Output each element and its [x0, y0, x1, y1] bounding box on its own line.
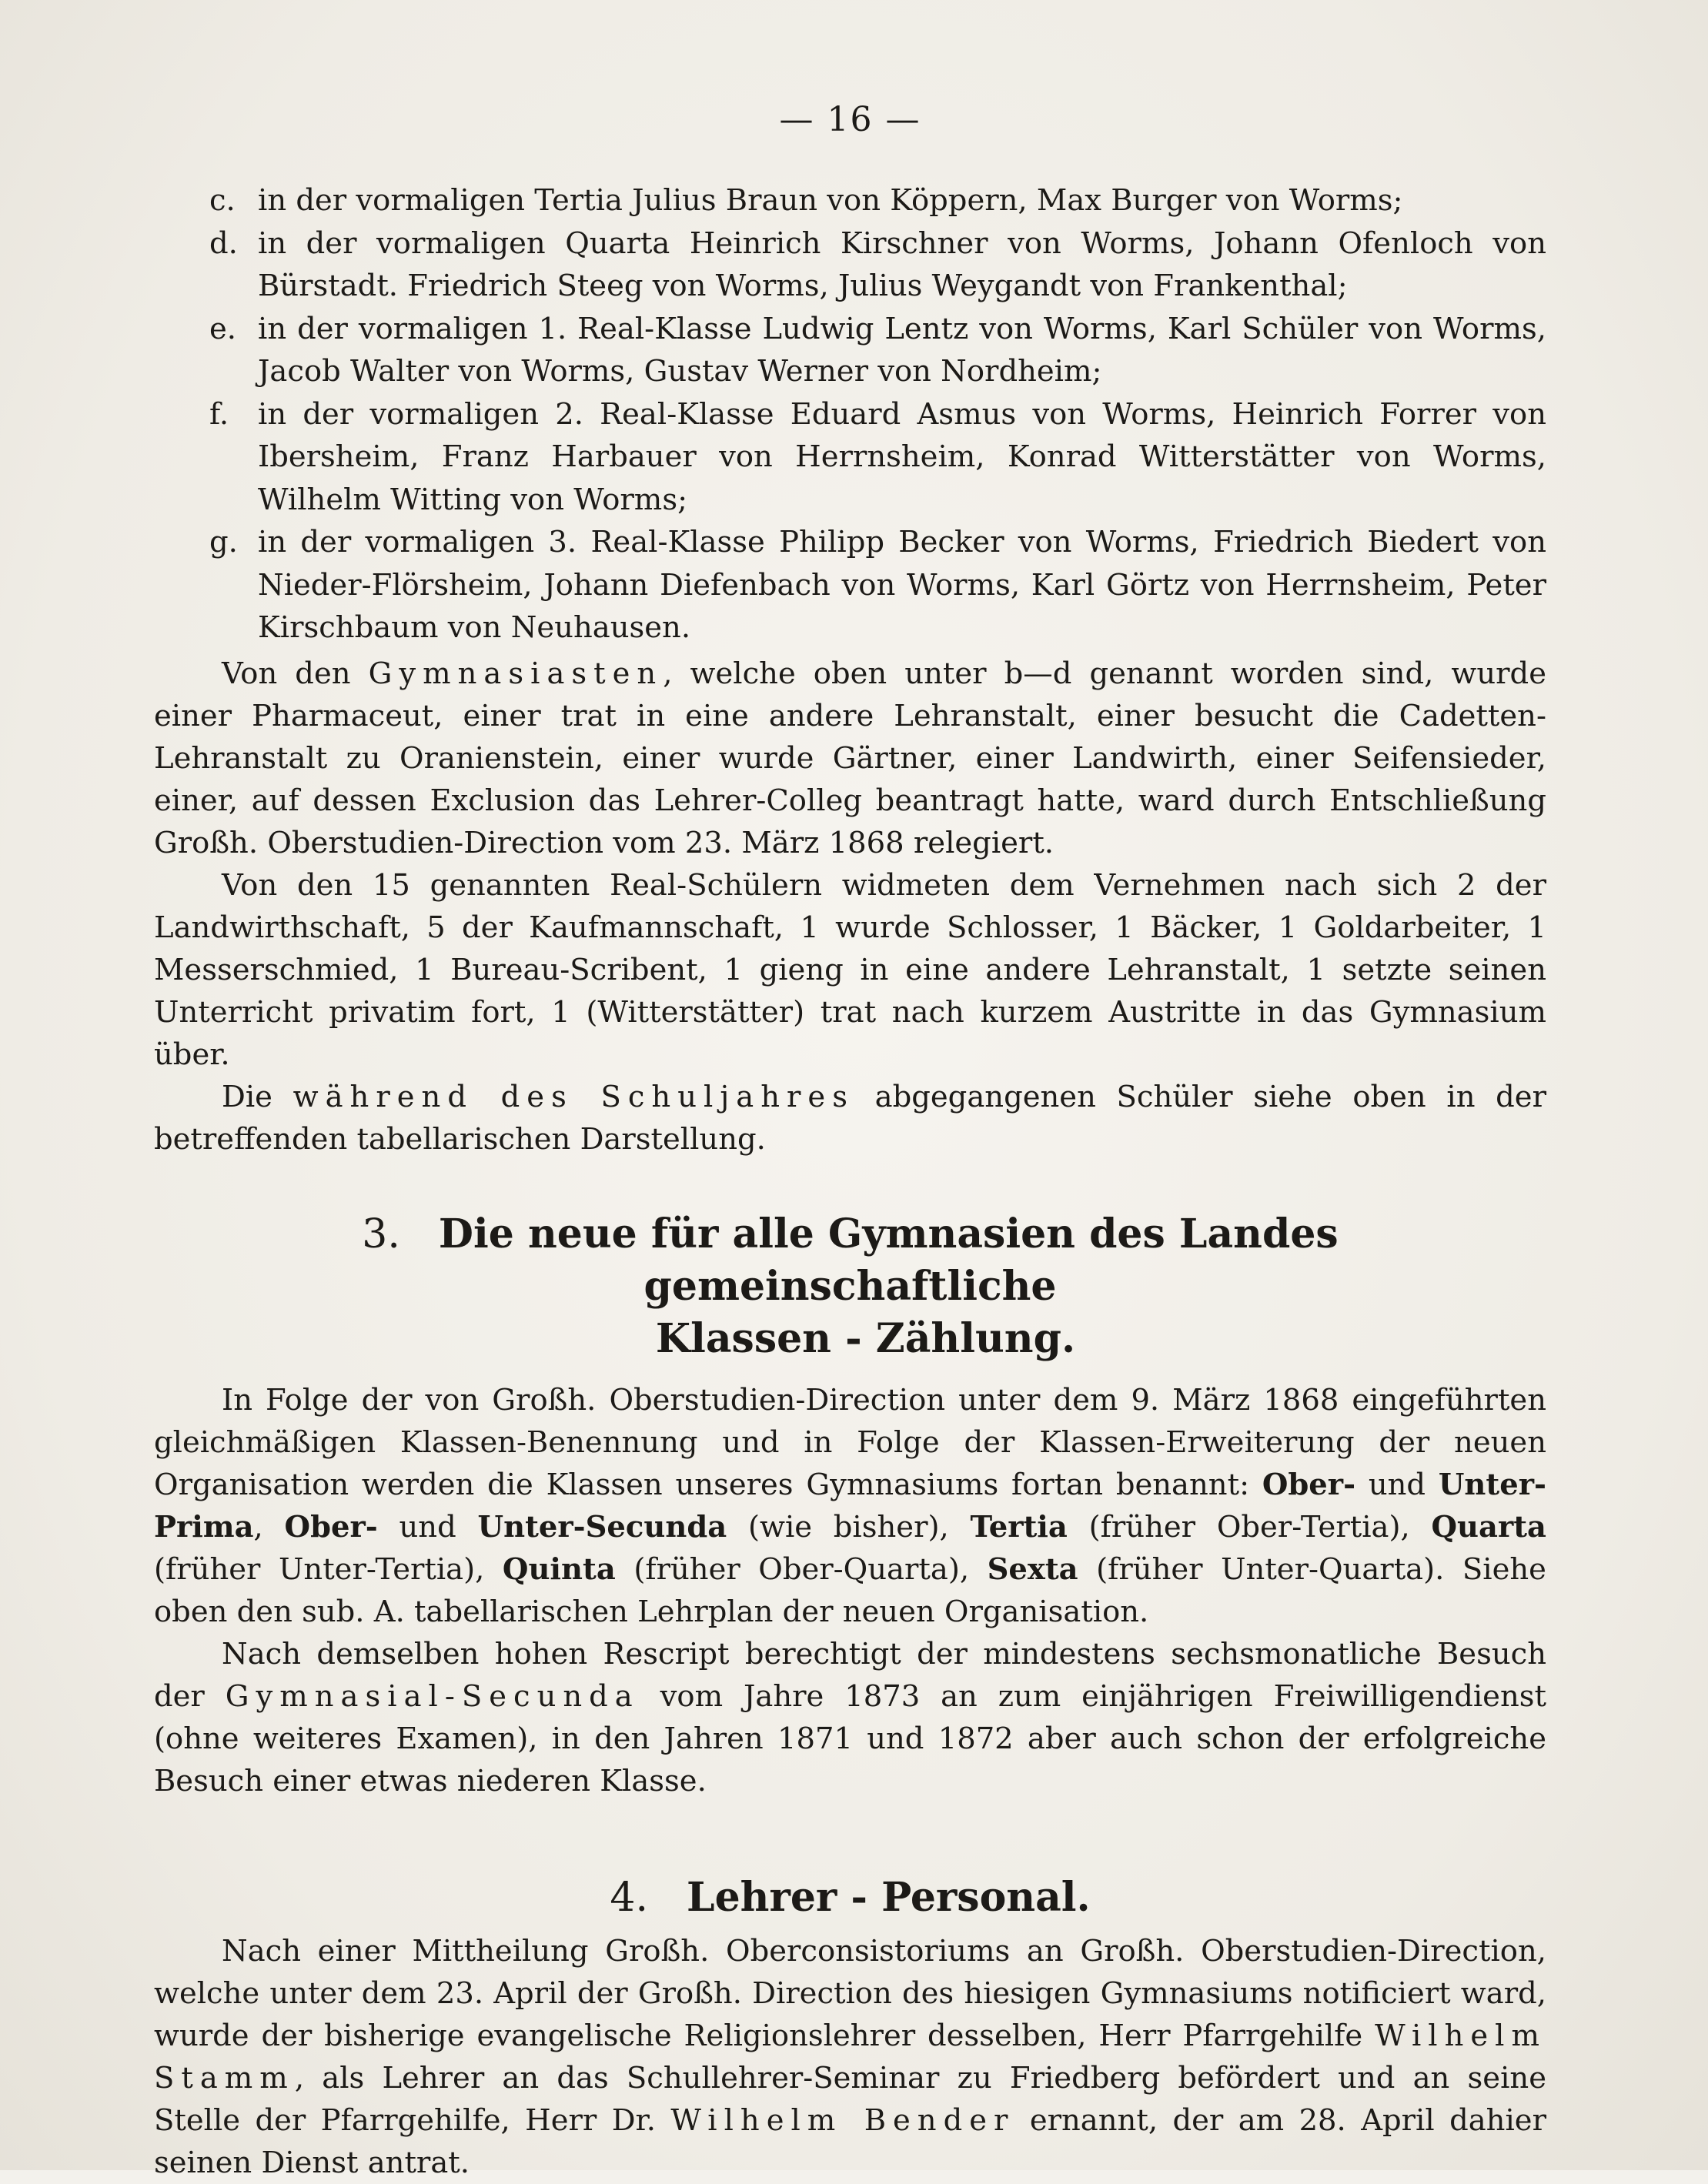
list-item: e. in der vormaligen 1. Real-Klasse Ludwig Lentz von Worms, Karl Schüler von Worms, Jacob Walter von Worms, Gustav Werner von Nordheim;: [209, 311, 1546, 389]
section-heading-3: 3. Die neue für alle Gymnasien des Landes gemeinschaftliche Klassen - Zählung.: [362, 1210, 1339, 1362]
list-item: f. in der vormaligen 2. Real-Klasse Eduard Asmus von Worms, Heinrich Forrer von Ibersheim, Franz Harbauer von Herrnsheim, Konrad Witterstätter von Worms, Wilhelm Witting von Worms;: [209, 396, 1546, 517]
list-item: c. in der vormaligen Tertia Julius Braun von Köppern, Max Burger von Worms;: [209, 183, 1403, 218]
paragraph-rescript: Nach demselben hohen Rescript berechtigt der mindestens sechsmonatliche Besuch der Gymnasial-Secunda vom Jahre 1873 an zum einjährigen Freiwilligendienst (ohne weiteres Examen), in den Jahren 1871 und 1872 aber auch schon der erfolgreiche Besuch einer etwas niederen Klasse.: [154, 1636, 1546, 1798]
paragraph-real-schueler: Von den 15 genannten Real-Schülern widmeten dem Vernehmen nach sich 2 der Landwirthschaft, 5 der Kaufmannschaft, 1 wurde Schlosser, 1 Bäcker, 1 Goldarbeiter, 1 Messerschmied, 1 Bureau-Scribent, 1 gieng in eine andere Lehranstalt, 1 setzte seinen Unterricht privatim fort, 1 (Witterstätter) trat nach kurzem Austritte in das Gymnasium über.: [154, 867, 1546, 1072]
paragraph-gymnasiasten: Von den Gymnasiasten, welche oben unter b—d genannt worden sind, wurde einer Pharmaceut, einer trat in eine andere Lehranstalt, einer besucht die Cadetten-Lehranstalt zu Oranienstein, einer wurde Gärtner, einer Landwirth, einer Seifensieder, einer, auf dessen Exclusion das Lehrer-Colleg beantragt hatte, ward durch Entschließung Großh. Oberstudien-Direction vom 23. März 1868 relegiert.: [154, 656, 1546, 860]
paragraph-klassen-benennung: In Folge der von Großh. Oberstudien-Direction unter dem 9. März 1868 eingeführten gleichmäßigen Klassen-Benennung und in Folge der Klassen-Erweiterung der neuen Organisation werden die Klassen unseres Gymnasiums fortan benannt: Ober- und Unter-Prima, Ober- und Unter-Secunda (wie bisher), Tertia (früher Ober-Tertia), Quarta (früher Unter-Tertia), Quinta (früher Ober-Quarta), Sexta (früher Unter-Quarta). Siehe oben den sub. A. tabellarischen Lehrplan der neuen Organisation.: [154, 1382, 1546, 1629]
list-item: d. in der vormaligen Quarta Heinrich Kirschner von Worms, Johann Ofenloch von Bürstadt. Friedrich Steeg von Worms, Julius Weygandt von Frankenthal;: [209, 225, 1546, 303]
section-heading-4: 4. Lehrer - Personal.: [610, 1873, 1091, 1921]
paragraph-lehrer-personal: Nach einer Mittheilung Großh. Oberconsistoriums an Großh. Oberstudien-Direction, welche unter dem 23. April der Großh. Direction des hiesigen Gymnasiums notificiert ward, wurde der bisherige evangelische Religionslehrer desselben, Herr Pfarrgehilfe Wilhelm Stamm, als Lehrer an das Schullehrer-Seminar zu Friedberg befördert und an seine Stelle der Pfarrgehilfe, Herr Dr. Wilhelm Bender ernannt, der am 28. April dahier seinen Dienst antrat.: [154, 1933, 1546, 2180]
graduate-list: [154, 179, 1546, 650]
page-number: — 16 —: [779, 100, 921, 139]
paragraph-abgegangen: Die während des Schuljahres abgegangenen Schüler siehe oben in der betreffenden tabellarischen Darstellung.: [154, 1079, 1546, 1157]
list-item: g. in der vormaligen 3. Real-Klasse Philipp Becker von Worms, Friedrich Biedert von Nieder-Flörsheim, Johann Diefenbach von Worms, Karl Görtz von Herrnsheim, Peter Kirschbaum von Neuhausen.: [209, 525, 1546, 645]
